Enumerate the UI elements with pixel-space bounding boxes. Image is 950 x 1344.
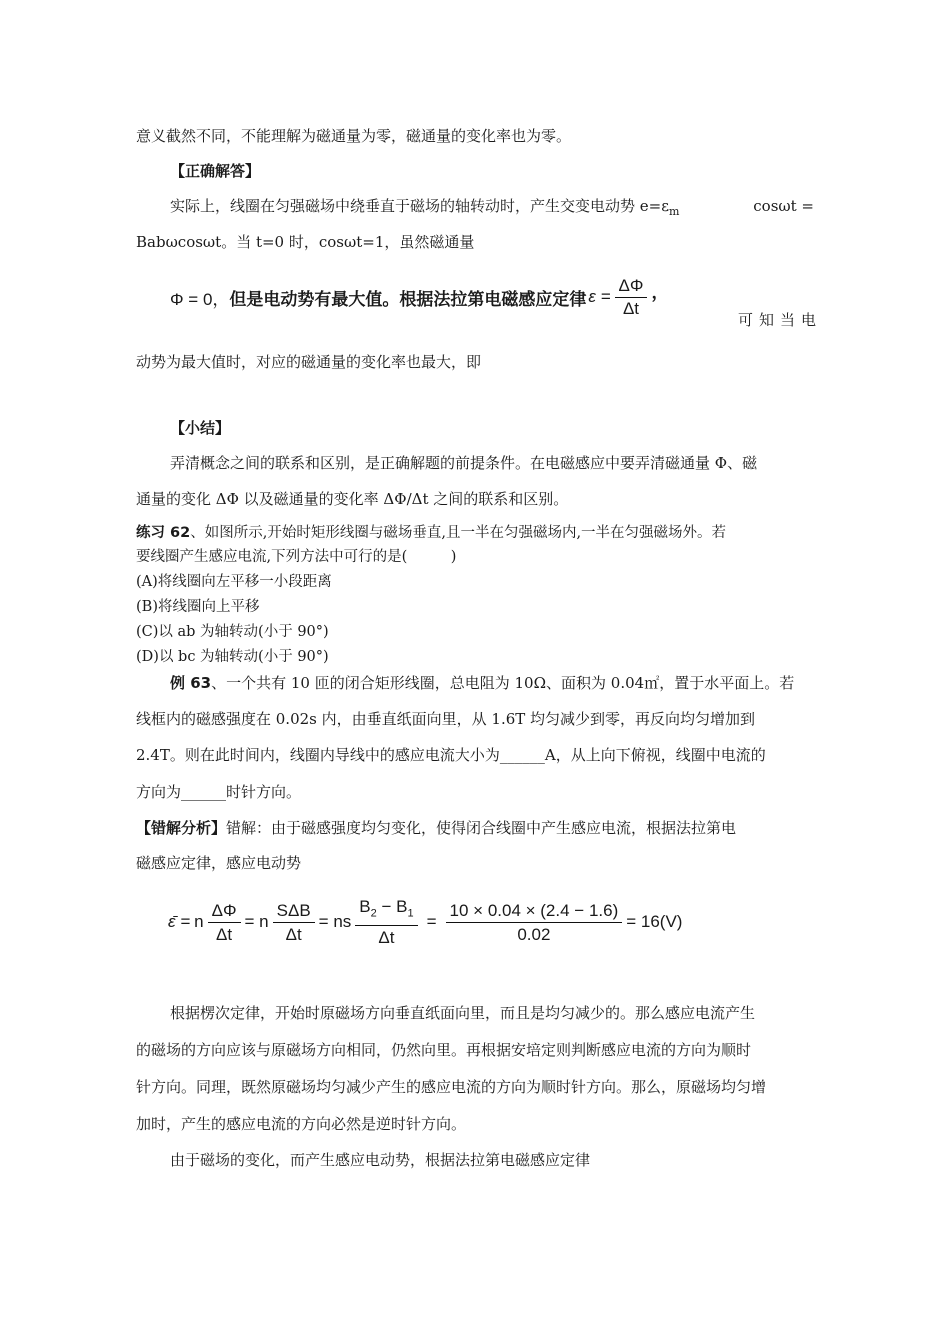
fraction-denominator: Δt bbox=[622, 298, 640, 318]
equals-sign: = bbox=[426, 912, 437, 931]
exercise-62-label: 练习 62 bbox=[136, 525, 191, 541]
text-segment: 、如图所示,开始时矩形线圈与磁场垂直,且一半在匀强磁场内,一半在匀强磁场外。若 bbox=[190, 525, 727, 541]
comma: ， bbox=[651, 282, 669, 302]
text-line: Babωcosωt。当 t=0 时，cosωt=1，虽然磁通量 bbox=[136, 233, 475, 251]
correct-answer-heading: 【正确解答】 bbox=[170, 162, 261, 180]
text-segment: cosωt = bbox=[753, 197, 814, 215]
text-line: 意义截然不同，不能理解为磁通量为零，磁通量的变化率也为零。 bbox=[136, 127, 572, 145]
text-line bbox=[170, 196, 814, 222]
text-segment: 错解：由于磁感强度均匀变化，使得闭合线圈中产生感应电流，根据法拉第电 bbox=[226, 819, 737, 837]
fraction-numerator: ΔΦ bbox=[208, 900, 241, 923]
formula-text: 但是电动势有最大值。根据法拉第电磁感应定律 bbox=[229, 289, 587, 309]
option-d: (D)以 bc 为轴转动(小于 90°) bbox=[136, 649, 329, 665]
error-analysis-line bbox=[136, 818, 736, 838]
subscript: m bbox=[669, 205, 680, 218]
symbol-b: − B bbox=[376, 896, 408, 916]
fraction-numerator bbox=[355, 896, 417, 926]
text-line: 针方向。同理，既然原磁场均匀减少产生的感应电流的方向为顺时针方向。那么，原磁场均匀增 bbox=[136, 1078, 767, 1096]
formula-result: = 16(V) bbox=[626, 912, 683, 931]
example-63-line bbox=[170, 673, 794, 693]
fraction-denominator: 0.02 bbox=[517, 924, 551, 944]
fraction bbox=[446, 900, 623, 945]
option-c: (C)以 ab 为轴转动(小于 90°) bbox=[136, 624, 329, 640]
text-segment: 实际上，线圈在匀强磁场中绕垂直于磁场的轴转动时，产生交变电动势 e=ε bbox=[170, 197, 669, 215]
coefficient: = n bbox=[244, 912, 269, 931]
text-line: 加时，产生的感应电流的方向必然是逆时针方向。 bbox=[136, 1115, 467, 1133]
text-line: 由于磁场的变化，而产生感应电动势，根据法拉第电磁感应定律 bbox=[170, 1151, 591, 1169]
example-63-label: 例 63 bbox=[170, 674, 212, 692]
text-line: 动势为最大值时，对应的磁通量的变化率也最大，即 bbox=[136, 353, 482, 371]
error-analysis-label: 【错解分析】 bbox=[136, 819, 227, 837]
fraction-numerator: SΔB bbox=[273, 900, 315, 923]
subscript: 1 bbox=[407, 907, 414, 920]
option-a: (A)将线圈向左平移一小段距离 bbox=[136, 574, 332, 590]
formula-faraday-law bbox=[170, 270, 668, 324]
text-line: 要线圈产生感应电流,下列方法中可行的是( ) bbox=[136, 549, 457, 565]
subscript: 2 bbox=[370, 907, 377, 920]
fraction bbox=[208, 900, 241, 945]
coefficient: = ns bbox=[318, 912, 352, 931]
text-line: 方向为______时针方向。 bbox=[136, 783, 302, 801]
emf-symbol: ε̄ = bbox=[168, 912, 191, 931]
text-segment bbox=[170, 196, 679, 222]
summary-heading: 【小结】 bbox=[170, 419, 231, 437]
fraction-denominator: Δt bbox=[216, 924, 233, 944]
fraction bbox=[615, 276, 648, 319]
formula-phi-zero: Φ = 0， bbox=[170, 289, 230, 309]
coefficient: n bbox=[194, 912, 204, 931]
exercise-62-line bbox=[136, 523, 726, 543]
text-line: 通量的变化 ΔΦ 以及磁通量的变化率 ΔΦ/Δt 之间的联系和区别。 bbox=[136, 490, 569, 508]
text-line: 的磁场的方向应该与原磁场方向相同，仍然向里。再根据安培定则判断感应电流的方向为顺时 bbox=[136, 1041, 752, 1059]
emf-symbol: ε = bbox=[588, 287, 611, 306]
text-line: 磁感应定律，感应电动势 bbox=[136, 854, 302, 872]
fraction-numerator: 10 × 0.04 × (2.4 − 1.6) bbox=[446, 900, 623, 923]
fraction-denominator: Δt bbox=[285, 924, 302, 944]
fraction-denominator: Δt bbox=[378, 928, 395, 948]
fraction bbox=[273, 900, 315, 945]
text-segment: 、一个共有 10 匝的闭合矩形线圈，总电阻为 10Ω、面积为 0.04㎡，置于水平面上。若 bbox=[211, 674, 795, 692]
option-b: (B)将线圈向上平移 bbox=[136, 599, 260, 615]
fraction bbox=[355, 896, 417, 948]
symbol-b: B bbox=[359, 896, 371, 916]
text-line: 可知当电 bbox=[738, 311, 823, 329]
formula-emf-calculation bbox=[168, 893, 682, 951]
fraction-numerator: ΔΦ bbox=[615, 276, 648, 298]
text-line: 2.4T。则在此时间内，线圈内导线中的感应电流大小为______A，从上向下俯视，线圈中电流的 bbox=[136, 746, 766, 764]
text-line: 弄清概念之间的联系和区别，是正确解题的前提条件。在电磁感应中要弄清磁通量 Φ、磁 bbox=[170, 454, 758, 472]
text-line: 线框内的磁感强度在 0.02s 内，由垂直纸面向里，从 1.6T 均匀减少到零，再反向均匀增加到 bbox=[136, 710, 756, 728]
text-line: 根据楞次定律，开始时原磁场方向垂直纸面向里，而且是均匀减少的。那么感应电流产生 bbox=[170, 1004, 756, 1022]
